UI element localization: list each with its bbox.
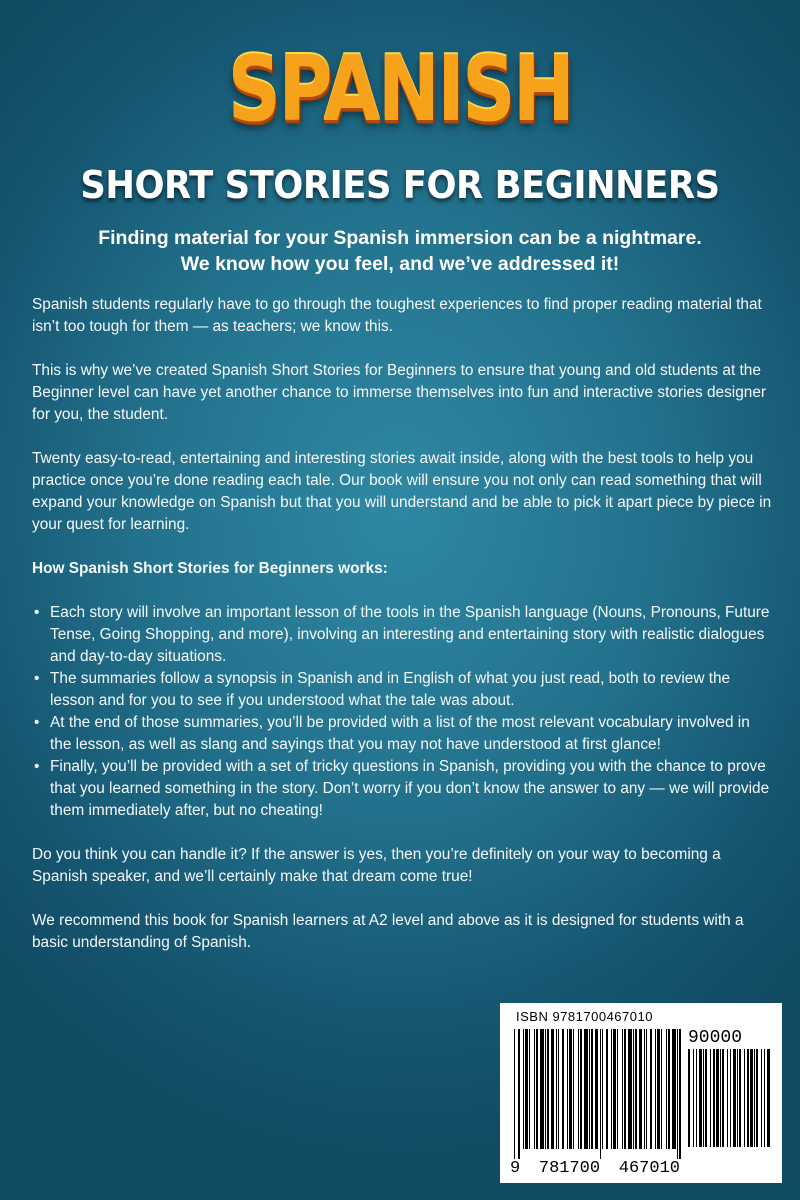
price-code: 90000 [688,1028,743,1048]
ean-right-group: 467010 [618,1159,680,1178]
book-subtitle: SHORT STORIES FOR BEGINNERS [80,163,720,207]
ean-lead-digit: 9 [510,1159,521,1178]
lead-line-1: Finding material for your Spanish immersion can be a nightmare. [98,227,702,249]
feature-item-1: • Each story will involve an important lesson of the tools in the Spanish language (Nouns, Pronouns, Future Tense, Going Shopping, and more), involving an interesting and entertaining story with realistic dialogues and day-to-day situations. [32,602,772,668]
lead-text [40,225,760,277]
ean-digits [510,1159,680,1178]
barcode-bars [512,1029,684,1159]
price-code-bars [686,1049,770,1157]
feature-item-2: • The summaries follow a synopsis in Spanish and in English of what you just read, both to review the lesson and for you to see if you understood what the tale was about. [32,668,772,712]
closing-paragraph-1: Do you think you can handle it? If the answer is yes, then you’re definitely on your way to becoming a Spanish speaker, and we’ll certainly make that dream come true! [32,846,721,885]
paragraph-1: Spanish students regularly have to go through the toughest experiences to find proper reading material that isn’t too tough for them — as teachers; we know this. [32,296,762,335]
paragraph-3: Twenty easy-to-read, entertaining and interesting stories await inside, along with the best tools to help you practice once you’re done reading each tale. Our book will ensure you not only can read something that will expand your knowledge on Spanish but that you will understand and be able to pick it apart piece by piece in your quest for learning. [32,450,772,533]
description-body [32,294,772,976]
how-it-works-heading: How Spanish Short Stories for Beginners works: [32,560,388,577]
isbn-barcode [500,1003,782,1183]
feature-item-3: • At the end of those summaries, you’ll be provided with a list of the most relevant vocabulary involved in the lesson, as well as slang and sayings that you may not have understood at first glance! [32,712,772,756]
lead-line-2: We know how you feel, and we’ve addressed it! [180,253,620,275]
closing-paragraph-2: We recommend this book for Spanish learners at A2 level and above as it is designed for students with a basic understanding of Spanish. [32,912,744,951]
feature-list [32,602,772,822]
ean-left-group: 781700 [538,1159,601,1178]
book-title: SPANISH [227,37,573,142]
isbn-label: ISBN 9781700467010 [516,1009,653,1024]
feature-item-4: • Finally, you’ll be provided with a set of tricky questions in Spanish, providing you with the chance to prove that you learned something in the story. Don’t worry if you don’t know the answer to any — we will provide them immediately after, but no cheating! [32,756,772,822]
paragraph-2: This is why we’ve created Spanish Short Stories for Beginners to ensure that young and old students at the Beginner level can have yet another chance to immerse themselves into fun and interactive stories designer for you, the student. [32,362,767,423]
